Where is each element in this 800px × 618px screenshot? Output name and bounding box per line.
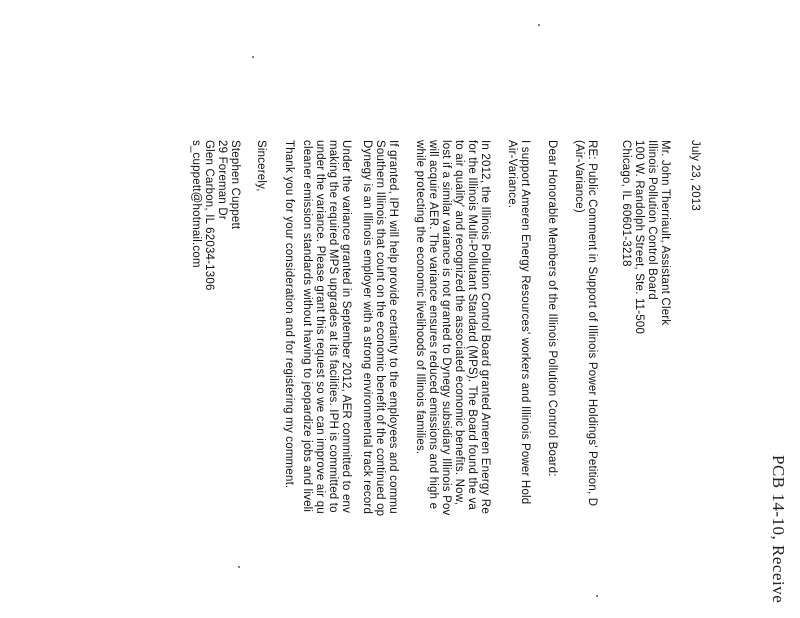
scan-speck [596,595,598,597]
paragraph-line: In 2012, the Illinois Pollution Control Board granted Ameren Energy Re [479,140,491,514]
recipient-line: Chicago, IL 60601-3218 [620,140,632,267]
signer-email: s_cuppett@hotmail.com [190,140,202,268]
signer-name: Stephen Cuppett [229,140,241,230]
intro-line: I support Ameren Energy Resources' workers and Illinois Power Hold [519,140,531,505]
subject-line: (Air-Variance) [573,140,585,213]
paragraph-line: If granted, IPH will help provide certainty to the employees and commu [387,140,399,514]
paragraph-line: Dynegy is an Illinois employer with a strong environmental track record [361,140,373,515]
recipient-line: Illinois Pollution Control Board [646,140,658,300]
scan-speck [252,56,254,58]
signer-address-line: 29 Foreman Dr [216,140,228,220]
paragraph-line: while protecting the economic livelihoods of Illinois families. [414,140,426,455]
paragraph-line: will acquire AER. The variance ensures reduced emissions and high e [427,140,439,510]
letter-date: July 23, 2013 [689,140,701,212]
paragraph-line: for the Illinois Multi-Pollutant Standard (MPS). The Board found the va [466,140,478,511]
paragraph-line: to air quality' and recognized the associated economic benefits. Now, [453,140,465,506]
signer-address-line: Glen Carbon, IL 62034-1306 [203,140,215,291]
paragraph-line: lost if a similar variance is not granted to Dynegy subsidiary Illinois Pov [440,140,452,516]
paragraph-line: under the variance. Please grant this request so we can improve air qu [314,140,326,514]
paragraph-line: cleaner emission standards without having to jeopardize jobs and liveli [301,140,313,513]
paragraph-line: Southern Illinois that count on the economic benefit of the continued op [374,140,386,517]
paragraph-line: making the required MPS upgrades at its facilities. IPH is committed to [327,140,339,513]
intro-line: Air-Variance. [506,140,518,209]
recipient-line: 100 W. Randolph Street, Ste. 11-500 [633,140,645,335]
recipient-line: Mr. John Therriault, Assistant Clerk [659,140,671,326]
paragraph-line: Under the variance granted in September 2012, AER committed to env [340,140,352,514]
salutation: Dear Honorable Members of the Illinois Pollution Control Board: [546,140,558,477]
scan-speck [238,566,240,568]
subject-line: RE: Public Comment in Support of Illinois Power Holdings' Petition, D [586,140,598,507]
filing-stamp-header: PCB 14-10, Receive [769,455,788,604]
sign-off: Sincerely, [255,140,267,192]
scan-speck [538,24,540,26]
closing-line: Thank you for your consideration and for registering my comment. [283,140,295,489]
